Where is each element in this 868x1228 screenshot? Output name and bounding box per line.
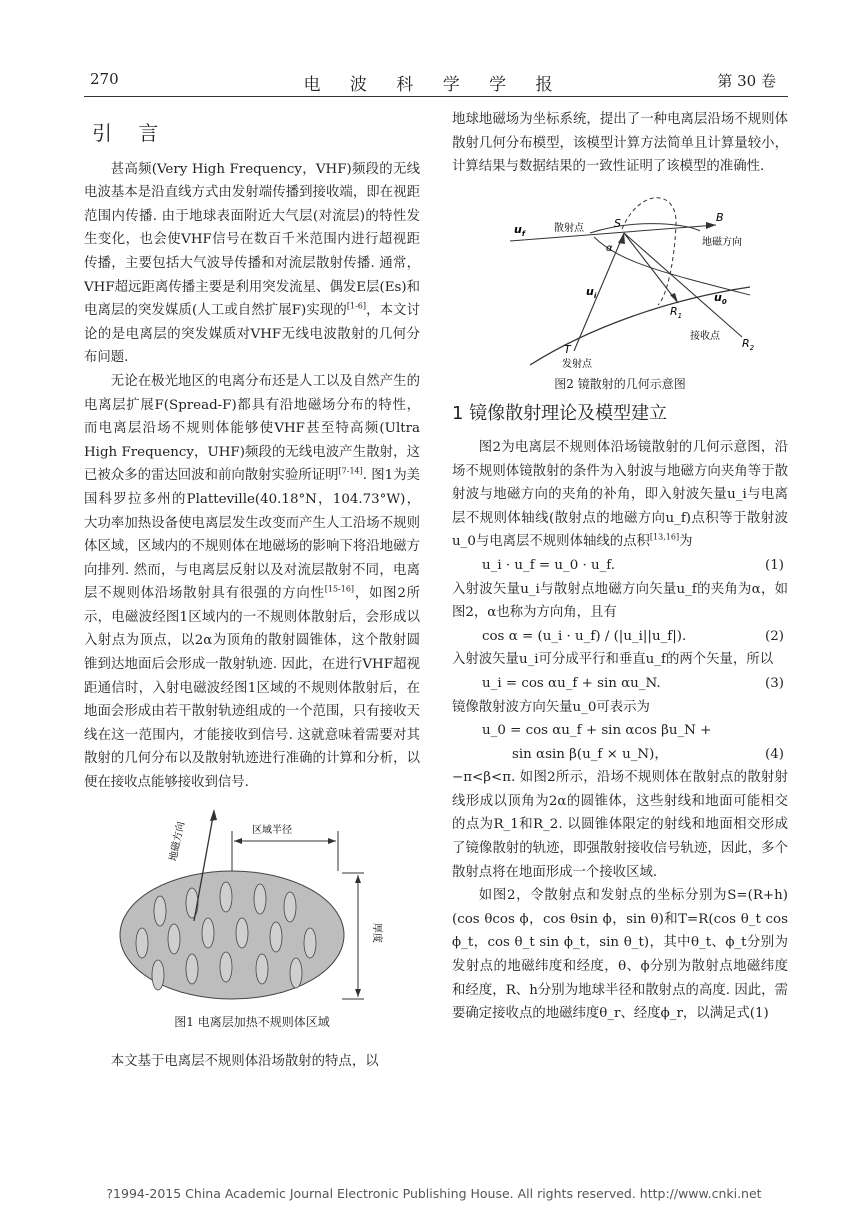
equation-3 bbox=[452, 672, 788, 696]
B-label: B bbox=[716, 210, 724, 224]
equation-body: cos α = (u_i · u_f) / (|u_i||u_f|). bbox=[482, 628, 687, 644]
paragraph: 如图2，令散射点和发射点的坐标分别为S=(R+h)(cos θcos ϕ，cos θsin ϕ，sin θ)和T=R(cos θ_t cos ϕ_t，cos θ_t sin ϕ_t，sin θ_t)，其中θ_t、ϕ_t分别为发射点的地磁纬度和经度，θ、ϕ分别为散射点地磁纬度和经度，R、h分别为地球半径和散射点的高度. 因此，需要确定接收点的地磁纬度θ_r、经度ϕ_r，以满足式(1) bbox=[452, 888, 788, 1022]
equation-number: (2) bbox=[765, 628, 784, 644]
receive-point-label: 接收点 bbox=[690, 330, 720, 342]
uo-label: $u_0$ bbox=[714, 290, 727, 306]
R1-label: $R_1$ bbox=[670, 304, 683, 320]
T-label: T bbox=[564, 342, 571, 356]
citation: [7-14] bbox=[338, 466, 363, 476]
paragraph-text: ，本文讨论的是电离层的突发媒质对VHF无线电波散射的几何分布问题. bbox=[84, 303, 420, 366]
copyright-footer: ?1994-2015 China Academic Journal Electronic Publishing House. All rights reserved. http://www.cnki.net bbox=[106, 1186, 762, 1201]
equation-4a bbox=[452, 719, 788, 743]
equation-body: u_0 = cos αu_f + sin αcos βu_N + bbox=[482, 723, 712, 739]
figure-1 bbox=[102, 803, 402, 1007]
equation-2 bbox=[452, 625, 788, 649]
section-title-intro: 引 言 bbox=[92, 121, 169, 145]
header-rule bbox=[84, 96, 788, 97]
paragraph bbox=[84, 370, 420, 795]
ui-label: $u_i$ bbox=[586, 284, 597, 300]
equation-4b bbox=[452, 743, 788, 767]
right-column bbox=[452, 108, 788, 1026]
paragraph: −π<β<π. 如图2所示，沿场不规则体在散射点的散射射线形成以顶角为2α的圆锥体，这些射线和地面可能相交的点为R_1和R_2. 以圆锥体限定的射线和地面相交形成了镜像散射的轨迹，即强散射接收信号轨迹，因此，多个散射点将在地面形成一个接收区域. bbox=[452, 770, 788, 880]
paragraph: 入射波矢量u_i与散射点地磁方向矢量u_f的夹角为α，如图2，α也称为方向角，且有 bbox=[452, 581, 788, 621]
equation-number: (1) bbox=[765, 557, 784, 573]
equation-body: u_i = cos αu_f + sin αu_N. bbox=[482, 675, 661, 691]
figure-2-diagram bbox=[490, 187, 755, 370]
paragraph: 入射波矢量u_i可分成平行和垂直u_f的两个矢量，所以 bbox=[452, 652, 774, 668]
thickness-label: 厚度 bbox=[371, 922, 382, 943]
scatter-point-label: 散射点 bbox=[554, 222, 584, 234]
paragraph-text: 为 bbox=[679, 534, 693, 550]
figure-2 bbox=[490, 187, 755, 370]
citation: [15-16] bbox=[324, 584, 355, 594]
R2-label: $R_2$ bbox=[742, 336, 755, 352]
S-label: S bbox=[614, 216, 621, 230]
paragraph: 地球地磁场为坐标系统，提出了一种电离层沿场不规则体散射几何分布模型，该模型计算方法简单且计算量较小，计算结果与数据结果的一致性证明了该模型的准确性. bbox=[452, 112, 788, 175]
figure-2-caption: 图2 镜散射的几何示意图 bbox=[554, 376, 686, 391]
equation-body: sin αsin β(u_f × u_N)， bbox=[512, 746, 668, 762]
region-radius-label: 区域半径 bbox=[252, 824, 292, 836]
paragraph: 本文基于电离层不规则体沿场散射的特点，以 bbox=[110, 1054, 379, 1070]
section-title-1: 1 镜像散射理论及模型建立 bbox=[452, 403, 668, 425]
figure-1-diagram bbox=[102, 803, 402, 1007]
equation-1 bbox=[452, 554, 788, 578]
paragraph-text: 图2为电离层不规则体沿场镜散射的几何示意图，沿场不规则体镜散射的条件为入射波与地磁方向夹角等于散射波与地磁方向的夹角的补角，即入射波矢量u_i与电离层不规则体轴线(散射点的地磁方向u_f)点积等于散射波u_0与电离层不规则体轴线的点积 bbox=[452, 439, 788, 550]
volume-label: 第 30 卷 bbox=[717, 72, 776, 90]
paragraph-text: 甚高频(Very High Frequency，VHF)频段的无线电波基本是沿直线方式由发射端传播到接收端，即在视距范围内传播. 由于地球表面附近大气层(对流层)的特性发生变化，也会使VHF信号在数百千米范围内进行超视距传播，主要包括大气波导传播和对流层散射传播. 通常，VHF超远距离传播主要是利用突发流星、偶发E层(Es)和电离层的突发媒质(人工或自然扩展F)实现的 bbox=[84, 161, 420, 319]
field-direction-label: 地磁方向 bbox=[168, 820, 188, 862]
page-number: 270 bbox=[90, 70, 119, 88]
figure-1-caption: 图1 电离层加热不规则体区域 bbox=[174, 1014, 330, 1029]
citation: [1-6] bbox=[346, 301, 367, 311]
paragraph-text: 无论在极光地区的电离分布还是人工以及自然产生的电离层扩展F(Spread-F)都具有沿地磁场分布的特性，而电离层沿场不规则体能够使VHF甚至特高频(Ultra High Frequency，UHF)频段的无线电波产生散射，这已被众多的雷达回波和前向散射实验所证明 bbox=[84, 373, 420, 484]
paragraph bbox=[452, 436, 788, 554]
paragraph bbox=[84, 158, 420, 370]
paragraph: 镜像散射波方向矢量u_0可表示为 bbox=[452, 699, 650, 715]
equation-number: (4) bbox=[765, 746, 784, 762]
field-direction-label: 地磁方向 bbox=[702, 236, 742, 248]
equation-number: (3) bbox=[765, 675, 784, 691]
transmit-point-label: 发射点 bbox=[562, 358, 592, 370]
paragraph-text: ，如图2所示，电磁波经图1区域内的一不规则体散射后，会形成以入射点为顶点，以2α为顶角的散射圆锥体，这个散射圆锥到达地面后会形成一散射轨迹. 因此，在进行VHF超视距通信时，入射电磁波经图1区域的不规则体散射后，在地面会形成由若干散射轨迹组成的一个范围，只有接收天线在这一范围内，才能接收到信号. 这就意味着需要对其散射的几何分布以及散射轨迹进行准确的计算和分析，以便在接收点能够接收到信号. bbox=[84, 586, 420, 791]
alpha-label: α bbox=[606, 242, 613, 254]
uf-label: $u_f$ bbox=[514, 222, 525, 238]
equation-body: u_i · u_f = u_0 · u_f. bbox=[482, 557, 616, 573]
left-column bbox=[84, 108, 420, 1074]
paragraph-text: . 图1为美国科罗拉多州的Platteville(40.18°N，104.73°W)，大功率加热设备使电离层发生改变而产生人工沿场不规则体区域，区域内的不规则体在地磁场的影响下将沿地磁方向排列. 然而，与电离层反射以及对流层散射不同，电离层不规则体沿场散射具有很强的方向性 bbox=[84, 468, 420, 602]
journal-title: 电 波 科 学 学 报 bbox=[303, 75, 565, 95]
citation: [13,16] bbox=[649, 532, 680, 542]
